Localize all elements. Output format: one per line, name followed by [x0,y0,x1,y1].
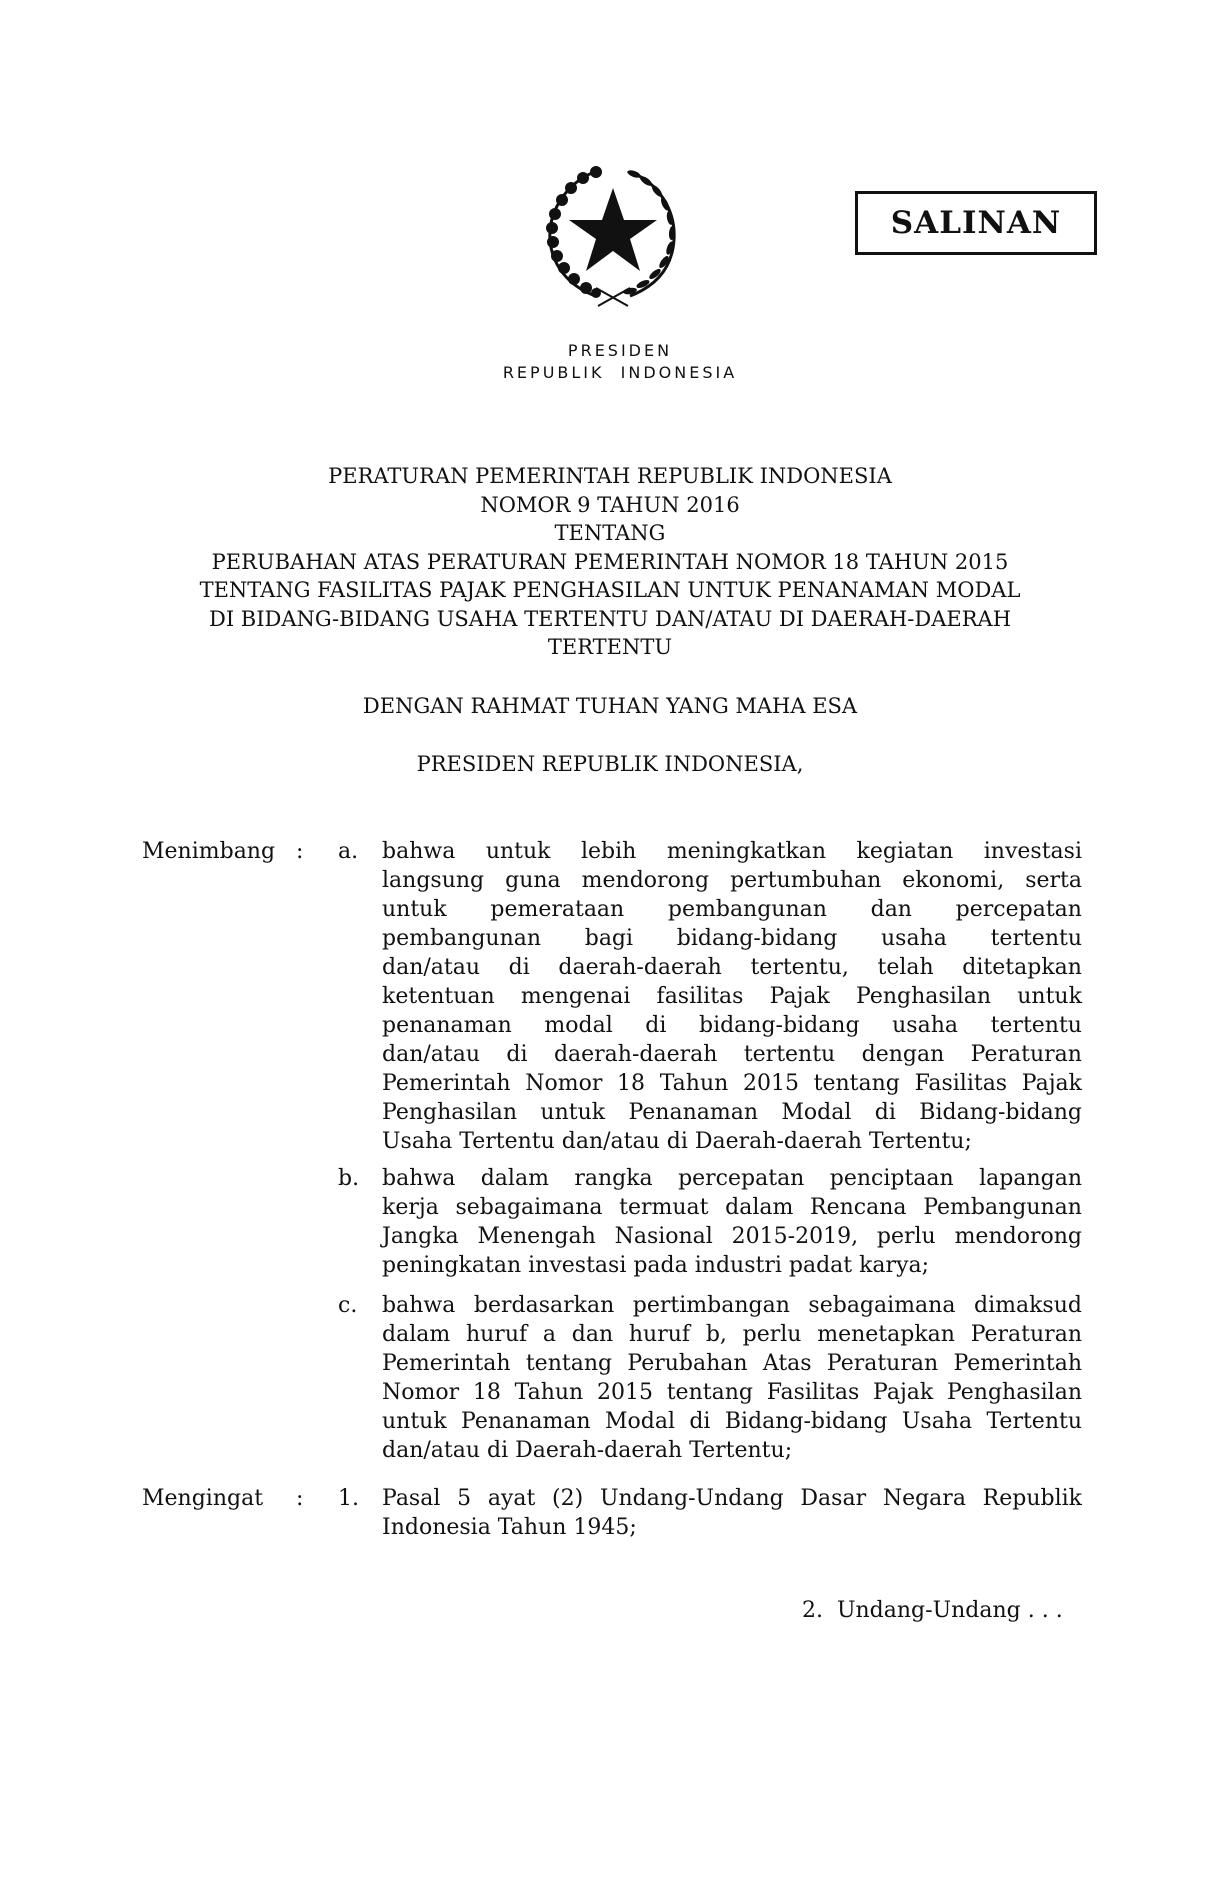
presidential-emblem-icon [538,160,688,308]
menimbang-colon: : [296,839,304,864]
item-marker-b: b. [338,1166,360,1191]
paragraph-line: penanaman modal di bidang-bidang usaha tertentu [382,1013,1082,1038]
title-line: PERATURAN PEMERINTAH REPUBLIK INDONESIA [328,464,892,488]
page-continuation: 2. Undang-Undang . . . [802,1598,1063,1623]
regulation-title [160,462,1060,662]
paragraph-line: Pasal 5 ayat (2) Undang-Undang Dasar Negara Republik [382,1486,1082,1511]
menimbang-label: Menimbang [142,839,276,864]
salinan-stamp [855,191,1097,255]
title-line: TERTENTU [547,635,673,659]
title-line: NOMOR 9 TAHUN 2016 [480,492,740,517]
title-line: TENTANG FASILITAS PAJAK PENGHASILAN UNTUK PENANAMAN MODAL [199,578,1021,602]
letterhead-republik-indonesia: REPUBLIK INDONESIA [502,363,738,382]
issuer: PRESIDEN REPUBLIK INDONESIA, [416,752,804,776]
paragraph-line: Pemerintah Nomor 18 Tahun 2015 tentang Fasilitas Pajak [382,1071,1082,1096]
paragraph-line: Nomor 18 Tahun 2015 tentang Fasilitas Pajak Penghasilan [382,1380,1082,1405]
paragraph-line: bahwa berdasarkan pertimbangan sebagaimana dimaksud [382,1293,1082,1318]
paragraph-line: bahwa dalam rangka percepatan penciptaan lapangan [382,1166,1082,1191]
mengingat-item-1 [382,1484,1082,1542]
paragraph-line: Jangka Menengah Nasional 2015-2019, perlu mendorong [382,1224,1082,1249]
paragraph-line: ketentuan mengenai fasilitas Pajak Penghasilan untuk [382,984,1082,1009]
paragraph-line: untuk pemerataan pembangunan dan percepatan [382,897,1082,922]
paragraph-line: Indonesia Tahun 1945; [382,1515,637,1540]
invocation: DENGAN RAHMAT TUHAN YANG MAHA ESA [362,694,858,718]
paragraph-line: kerja sebagaimana termuat dalam Rencana Pembangunan [382,1195,1082,1220]
paragraph-line: dan/atau di daerah-daerah tertentu, telah ditetapkan [382,955,1082,980]
salinan-label: SALINAN [890,205,1062,241]
paragraph-line: peningkatan investasi pada industri padat karya; [382,1253,930,1278]
item-marker-1: 1. [338,1486,359,1511]
paragraph-line: dan/atau di Daerah-daerah Tertentu; [382,1438,793,1463]
letterhead-presiden: PRESIDEN [567,341,673,360]
menimbang-item-a [382,837,1082,1156]
paragraph-line: dan/atau di daerah-daerah tertentu dengan Peraturan [382,1042,1082,1067]
paragraph-line: pembangunan bagi bidang-bidang usaha tertentu [382,926,1082,951]
paragraph-line: langsung guna mendorong pertumbuhan ekonomi, serta [382,868,1082,893]
paragraph-line: Usaha Tertentu dan/atau di Daerah-daerah Tertentu; [382,1129,972,1154]
title-line: DI BIDANG-BIDANG USAHA TERTENTU DAN/ATAU DI DAERAH-DAERAH [208,606,1012,631]
paragraph-line: untuk Penanaman Modal di Bidang-bidang Usaha Tertentu [382,1409,1082,1434]
item-marker-a: a. [338,839,359,864]
title-line: TENTANG [554,521,666,545]
mengingat-label: Mengingat [142,1486,264,1511]
paragraph-line: Pemerintah tentang Perubahan Atas Peraturan Pemerintah [382,1351,1082,1376]
menimbang-item-c [382,1291,1082,1465]
item-marker-c: c. [338,1293,358,1318]
menimbang-item-b [382,1164,1082,1280]
paragraph-line: dalam huruf a dan huruf b, perlu menetapkan Peraturan [382,1322,1082,1347]
paragraph-line: bahwa untuk lebih meningkatkan kegiatan investasi [382,839,1082,864]
mengingat-colon: : [296,1486,304,1511]
title-line: PERUBAHAN ATAS PERATURAN PEMERINTAH NOMOR 18 TAHUN 2015 [211,549,1009,574]
paragraph-line: Penghasilan untuk Penanaman Modal di Bidang-bidang [382,1100,1082,1125]
star-wreath-icon [538,160,688,308]
